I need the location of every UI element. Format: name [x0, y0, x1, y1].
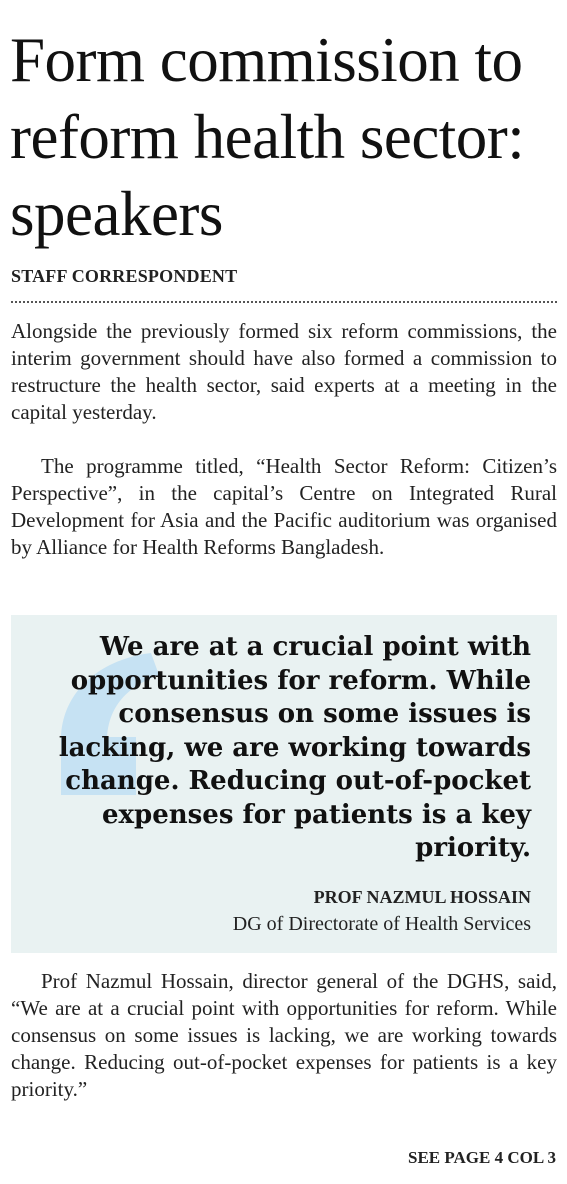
byline: STAFF CORRESPONDENT	[11, 266, 238, 286]
continuation-reference: SEE PAGE 4 COL 3	[408, 1148, 556, 1167]
article-paragraph-1: Alongside the previously formed six reform commissions, the interim government should have also formed a commission to restructure the health sector, said experts at a meeting in the capital yesterday.	[11, 319, 557, 424]
article-paragraph-2: The programme titled, “Health Sector Reform: Citizen’s Perspective”, in the capital’s Centre on Integrated Rural Development for Asia and the Pacific auditorium was organised by Alliance for Health Reforms Bangladesh.	[11, 454, 557, 559]
article-paragraph-3: Prof Nazmul Hossain, director general of the DGHS, said, “We are at a crucial point with opportunities for reform. While consensus on some issues is lacking, we are working towards change. Reducing out-of-pocket expenses for patients is a key priority.”	[11, 969, 557, 1101]
pull-quote-box	[11, 615, 557, 953]
pull-quote-speaker-title: DG of Directorate of Health Services	[232, 913, 531, 935]
headline: Form commission to reform health sector: speakers	[10, 25, 525, 249]
pull-quote-text: We are at a crucial point with opportunities for reform. While consensus on some issues is lacking, we are working towards change. Reducing out-of-pocket expenses for patients is a key priority.	[58, 632, 531, 863]
pull-quote-speaker-name: PROF NAZMUL HOSSAIN	[313, 887, 531, 907]
dotted-divider	[11, 301, 557, 303]
